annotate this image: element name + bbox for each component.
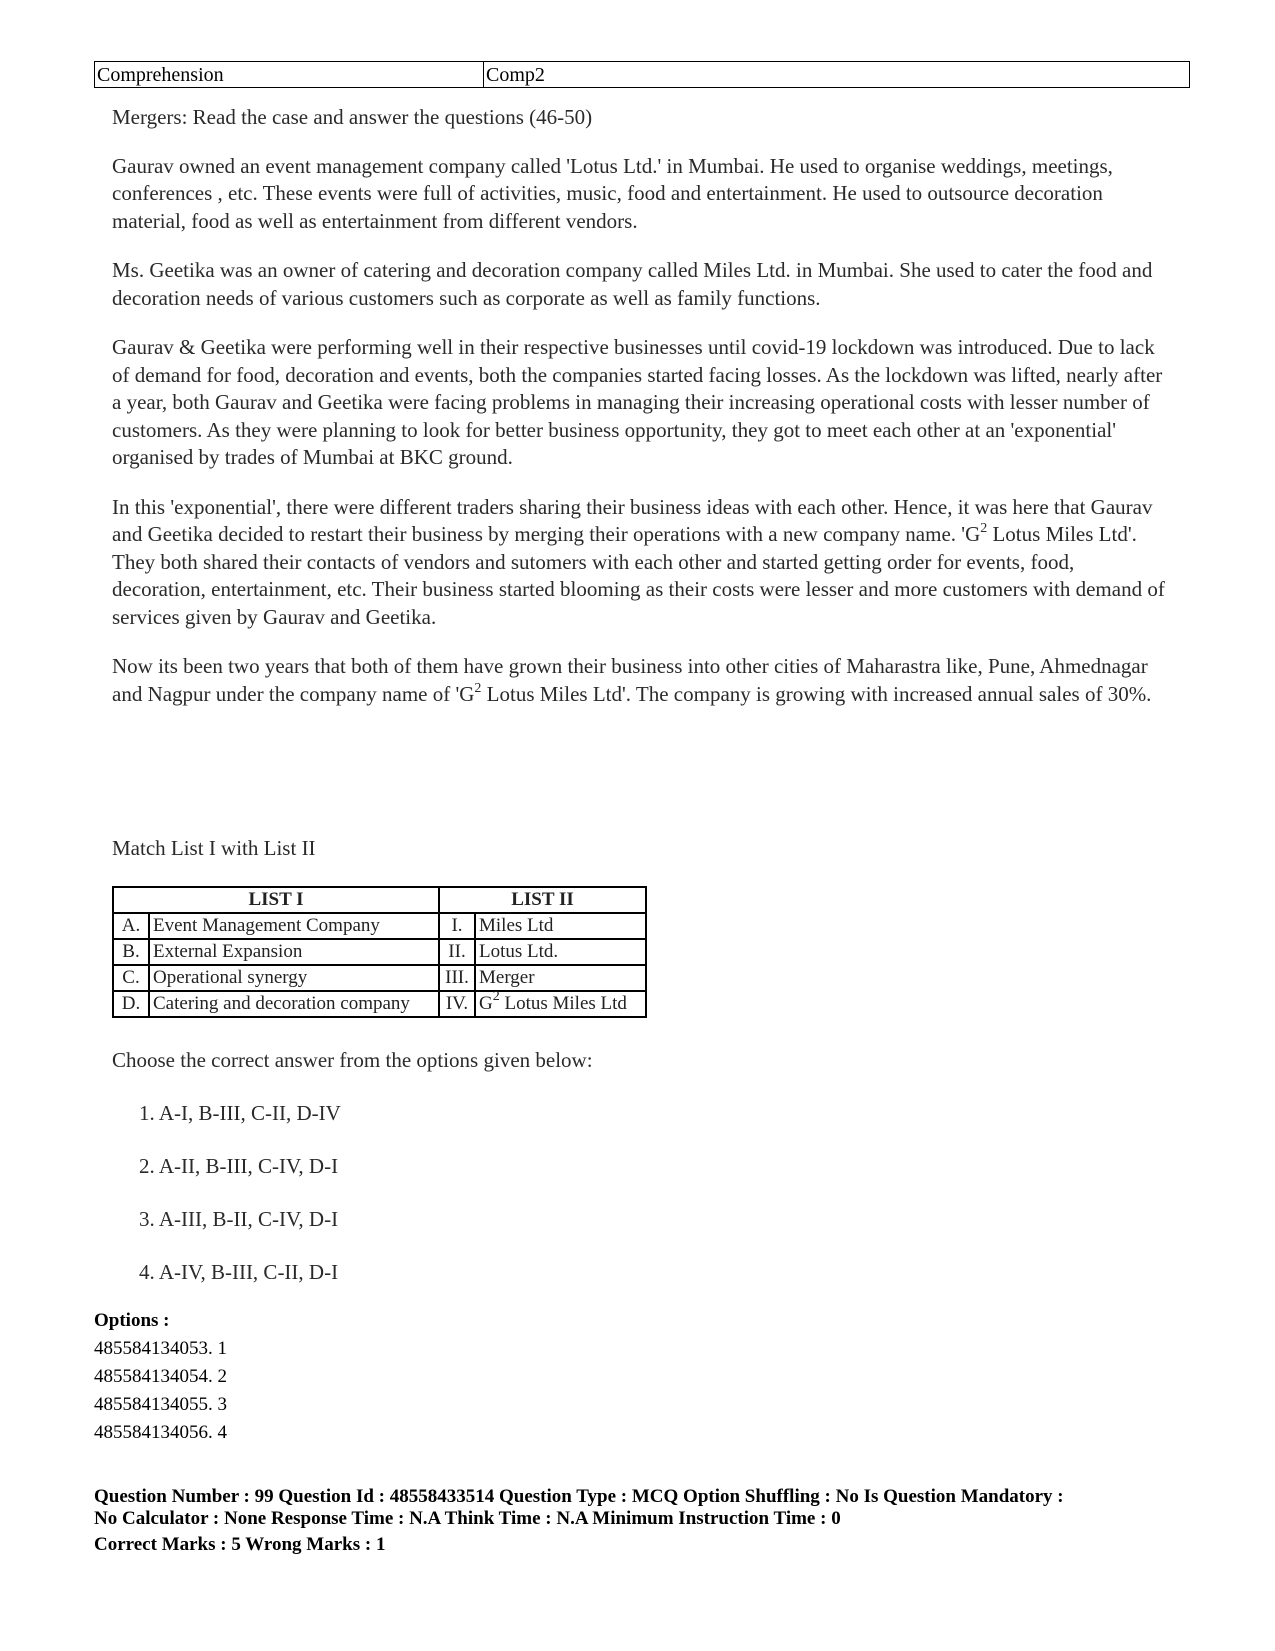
match-instruction: Match List I with List II bbox=[112, 836, 316, 860]
match-table-row: B. External Expansion II. Lotus Ltd. bbox=[113, 939, 646, 965]
option-item: 485584134055. 3 bbox=[94, 1394, 227, 1415]
option-item: 485584134056. 4 bbox=[94, 1422, 227, 1443]
list-2-header: LIST II bbox=[439, 887, 646, 913]
choose-instruction: Choose the correct answer from the options given below: bbox=[112, 1048, 593, 1072]
match-table-row: A. Event Management Company I. Miles Ltd bbox=[113, 913, 646, 939]
match-table-header-row bbox=[113, 887, 646, 913]
match-table-row: C. Operational synergy III. Merger bbox=[113, 965, 646, 991]
answer-choice: 4. A-IV, B-III, C-II, D-I bbox=[139, 1260, 339, 1284]
metadata-line-1: Question Number : 99 Question Id : 48558433514 Question Type : MCQ Option Shuffling : No Is Question Mandatory : bbox=[94, 1486, 1064, 1507]
marks-line: Correct Marks : 5 Wrong Marks : 1 bbox=[94, 1534, 386, 1555]
answer-choice: 3. A-III, B-II, C-IV, D-I bbox=[139, 1207, 339, 1231]
answer-choices bbox=[139, 1100, 341, 1312]
section-header-table bbox=[94, 61, 1190, 88]
case-passage bbox=[112, 104, 1172, 730]
options-block bbox=[94, 1307, 227, 1447]
list-1-header: LIST I bbox=[113, 887, 439, 913]
section-code: Comp2 bbox=[484, 62, 1190, 88]
answer-choice: 2. A-II, B-III, C-IV, D-I bbox=[139, 1154, 339, 1178]
match-table-row: D. Catering and decoration company IV. $G^2$ Lotus Miles Ltd bbox=[113, 991, 646, 1017]
option-item: 485584134053. 1 bbox=[94, 1338, 227, 1359]
question-metadata bbox=[94, 1486, 1204, 1556]
section-label: Comprehension bbox=[95, 62, 484, 88]
metadata-line-2: No Calculator : None Response Time : N.A Think Time : N.A Minimum Instruction Time : 0 bbox=[94, 1508, 841, 1529]
passage-paragraph-5: Now its been two years that both of them have grown their business into other cities of Maharastra like, Pune, Ahmednagar and Nagpur under the company name of '$G^2$ Lotus Miles Ltd'. The company is growing with increased annual sales of 30%. bbox=[112, 654, 1152, 706]
match-list-table bbox=[112, 886, 647, 1018]
passage-paragraph-2: Ms. Geetika was an owner of catering and decoration company called Miles Ltd. in Mumbai. She used to cater the food and decoration needs of various customers such as corporate as well as family functions. bbox=[112, 258, 1153, 310]
passage-paragraph-4: In this 'exponential', there were different traders sharing their business ideas with each other. Hence, it was here that Gaurav and Geetika decided to restart their business by merging their operations with a new company name. '$G^2$ Lotus Miles Ltd'. They both shared their contacts of vendors and sutomers with each other and started getting order for events, food, decoration, entertainment, etc. Their business started blooming as their costs were lesser and more customers with demand of services given by Gaurav and Geetika. bbox=[112, 494, 1165, 629]
passage-paragraph-1: Gaurav owned an event management company called 'Lotus Ltd.' in Mumbai. He used to organise weddings, meetings, conferences , etc. These events were full of activities, music, food and entertainment. He used to outsource decoration material, food as well as entertainment from different vendors. bbox=[112, 153, 1113, 233]
options-label: Options : bbox=[94, 1310, 170, 1331]
answer-choice: 1. A-I, B-III, C-II, D-IV bbox=[139, 1101, 341, 1125]
passage-paragraph-3: Gaurav & Geetika were performing well in their respective businesses until covid-19 lockdown was introduced. Due to lack of demand for food, decoration and events, both the companies started facing losses. As the lockdown was lifted, nearly after a year, both Gaurav and Geetika were facing problems in managing their increasing operational costs with lesser number of customers. As they were planning to look for better business opportunity, they got to meet each other at an 'exponential' organised by trades of Mumbai at BKC ground. bbox=[112, 335, 1163, 469]
option-item: 485584134054. 2 bbox=[94, 1366, 227, 1387]
passage-title: Mergers: Read the case and answer the questions (46-50) bbox=[112, 105, 593, 129]
